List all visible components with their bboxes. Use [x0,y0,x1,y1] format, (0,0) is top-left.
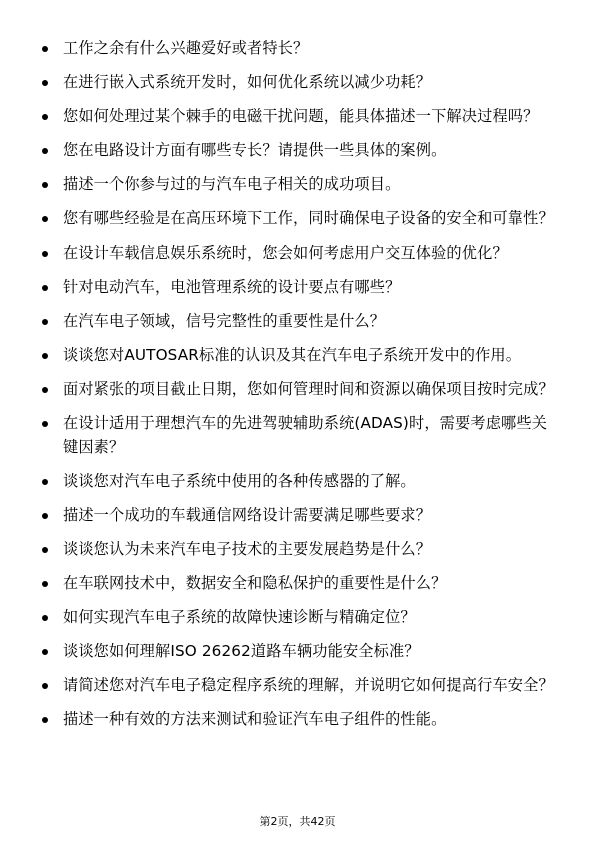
bullet-icon [42,319,48,325]
bullet-icon [42,353,48,359]
question-text: 在设计适用于理想汽车的先进驾驶辅助系统(ADAS)时，需要考虑哪些关键因素？ [63,414,548,456]
bullet-icon [42,182,48,188]
list-item [42,207,562,231]
list-item [42,708,562,732]
list-item [42,606,562,630]
bullet-icon [42,717,48,723]
list-item [42,674,562,698]
list-item [42,105,562,129]
question-text: 描述一个你参与过的与汽车电子相关的成功项目。 [63,175,401,194]
bullet-icon [42,285,48,291]
question-text: 谈谈您如何理解ISO 26262道路车辆功能安全标准？ [63,642,420,661]
question-text: 在设计车载信息娱乐系统时，您会如何考虑用户交互体验的优化？ [63,243,508,262]
bullet-icon [42,216,48,222]
question-list [42,37,562,742]
list-item [42,37,562,61]
bullet-icon [42,581,48,587]
bullet-icon [42,479,48,485]
question-text: 请简述您对汽车电子稳定程序系统的理解，并说明它如何提高行车安全？ [63,676,554,695]
page-number: 第2页，共42页 [259,815,336,828]
bullet-icon [42,46,48,52]
bullet-icon [42,148,48,154]
question-text: 描述一个成功的车载通信网络设计需要满足哪些要求？ [63,505,432,524]
question-text: 工作之余有什么兴趣爱好或者特长？ [63,39,309,57]
list-item [42,71,562,95]
question-text: 您有哪些经验是在高压环境下工作，同时确保电子设备的安全和可靠性？ [63,209,554,228]
list-item [42,640,562,664]
list-item [42,242,562,266]
question-text: 谈谈您对汽车电子系统中使用的各种传感器的了解。 [63,471,416,490]
list-item [42,470,562,494]
list-item [42,412,562,459]
question-text: 在车联网技术中，数据安全和隐私保护的重要性是什么？ [63,573,447,592]
question-text: 您在电路设计方面有哪些专长？请提供一些具体的案例。 [63,141,447,160]
bullet-icon [42,387,48,393]
list-item [42,538,562,562]
list-item [42,139,562,163]
question-text: 针对电动汽车，电池管理系统的设计要点有哪些？ [63,277,401,296]
bullet-icon [42,80,48,86]
list-item [42,378,562,402]
list-item [42,572,562,596]
question-text: 如何实现汽车电子系统的故障快速诊断与精确定位？ [63,608,416,626]
question-text: 谈谈您认为未来汽车电子技术的主要发展趋势是什么？ [63,539,432,558]
question-text: 在汽车电子领域，信号完整性的重要性是什么？ [63,311,386,330]
list-item [42,276,562,300]
list-item [42,310,562,334]
question-text: 您如何处理过某个棘手的电磁干扰问题，能具体描述一下解决过程吗？ [63,107,539,126]
bullet-icon [42,615,48,621]
bullet-icon [42,513,48,519]
question-text: 描述一种有效的方法来测试和验证汽车电子组件的性能。 [63,710,447,729]
bullet-icon [42,547,48,553]
question-text: 谈谈您对AUTOSAR标准的认识及其在汽车电子系统开发中的作用。 [63,345,522,364]
list-item [42,344,562,368]
bullet-icon [42,649,48,655]
bullet-icon [42,251,48,257]
list-item [42,173,562,197]
bullet-icon [42,421,48,427]
bullet-icon [42,114,48,120]
page-footer [0,815,595,829]
bullet-icon [42,683,48,689]
list-item [42,504,562,528]
question-text: 在进行嵌入式系统开发时，如何优化系统以减少功耗？ [63,73,432,92]
question-text: 面对紧张的项目截止日期，您如何管理时间和资源以确保项目按时完成？ [63,379,554,398]
